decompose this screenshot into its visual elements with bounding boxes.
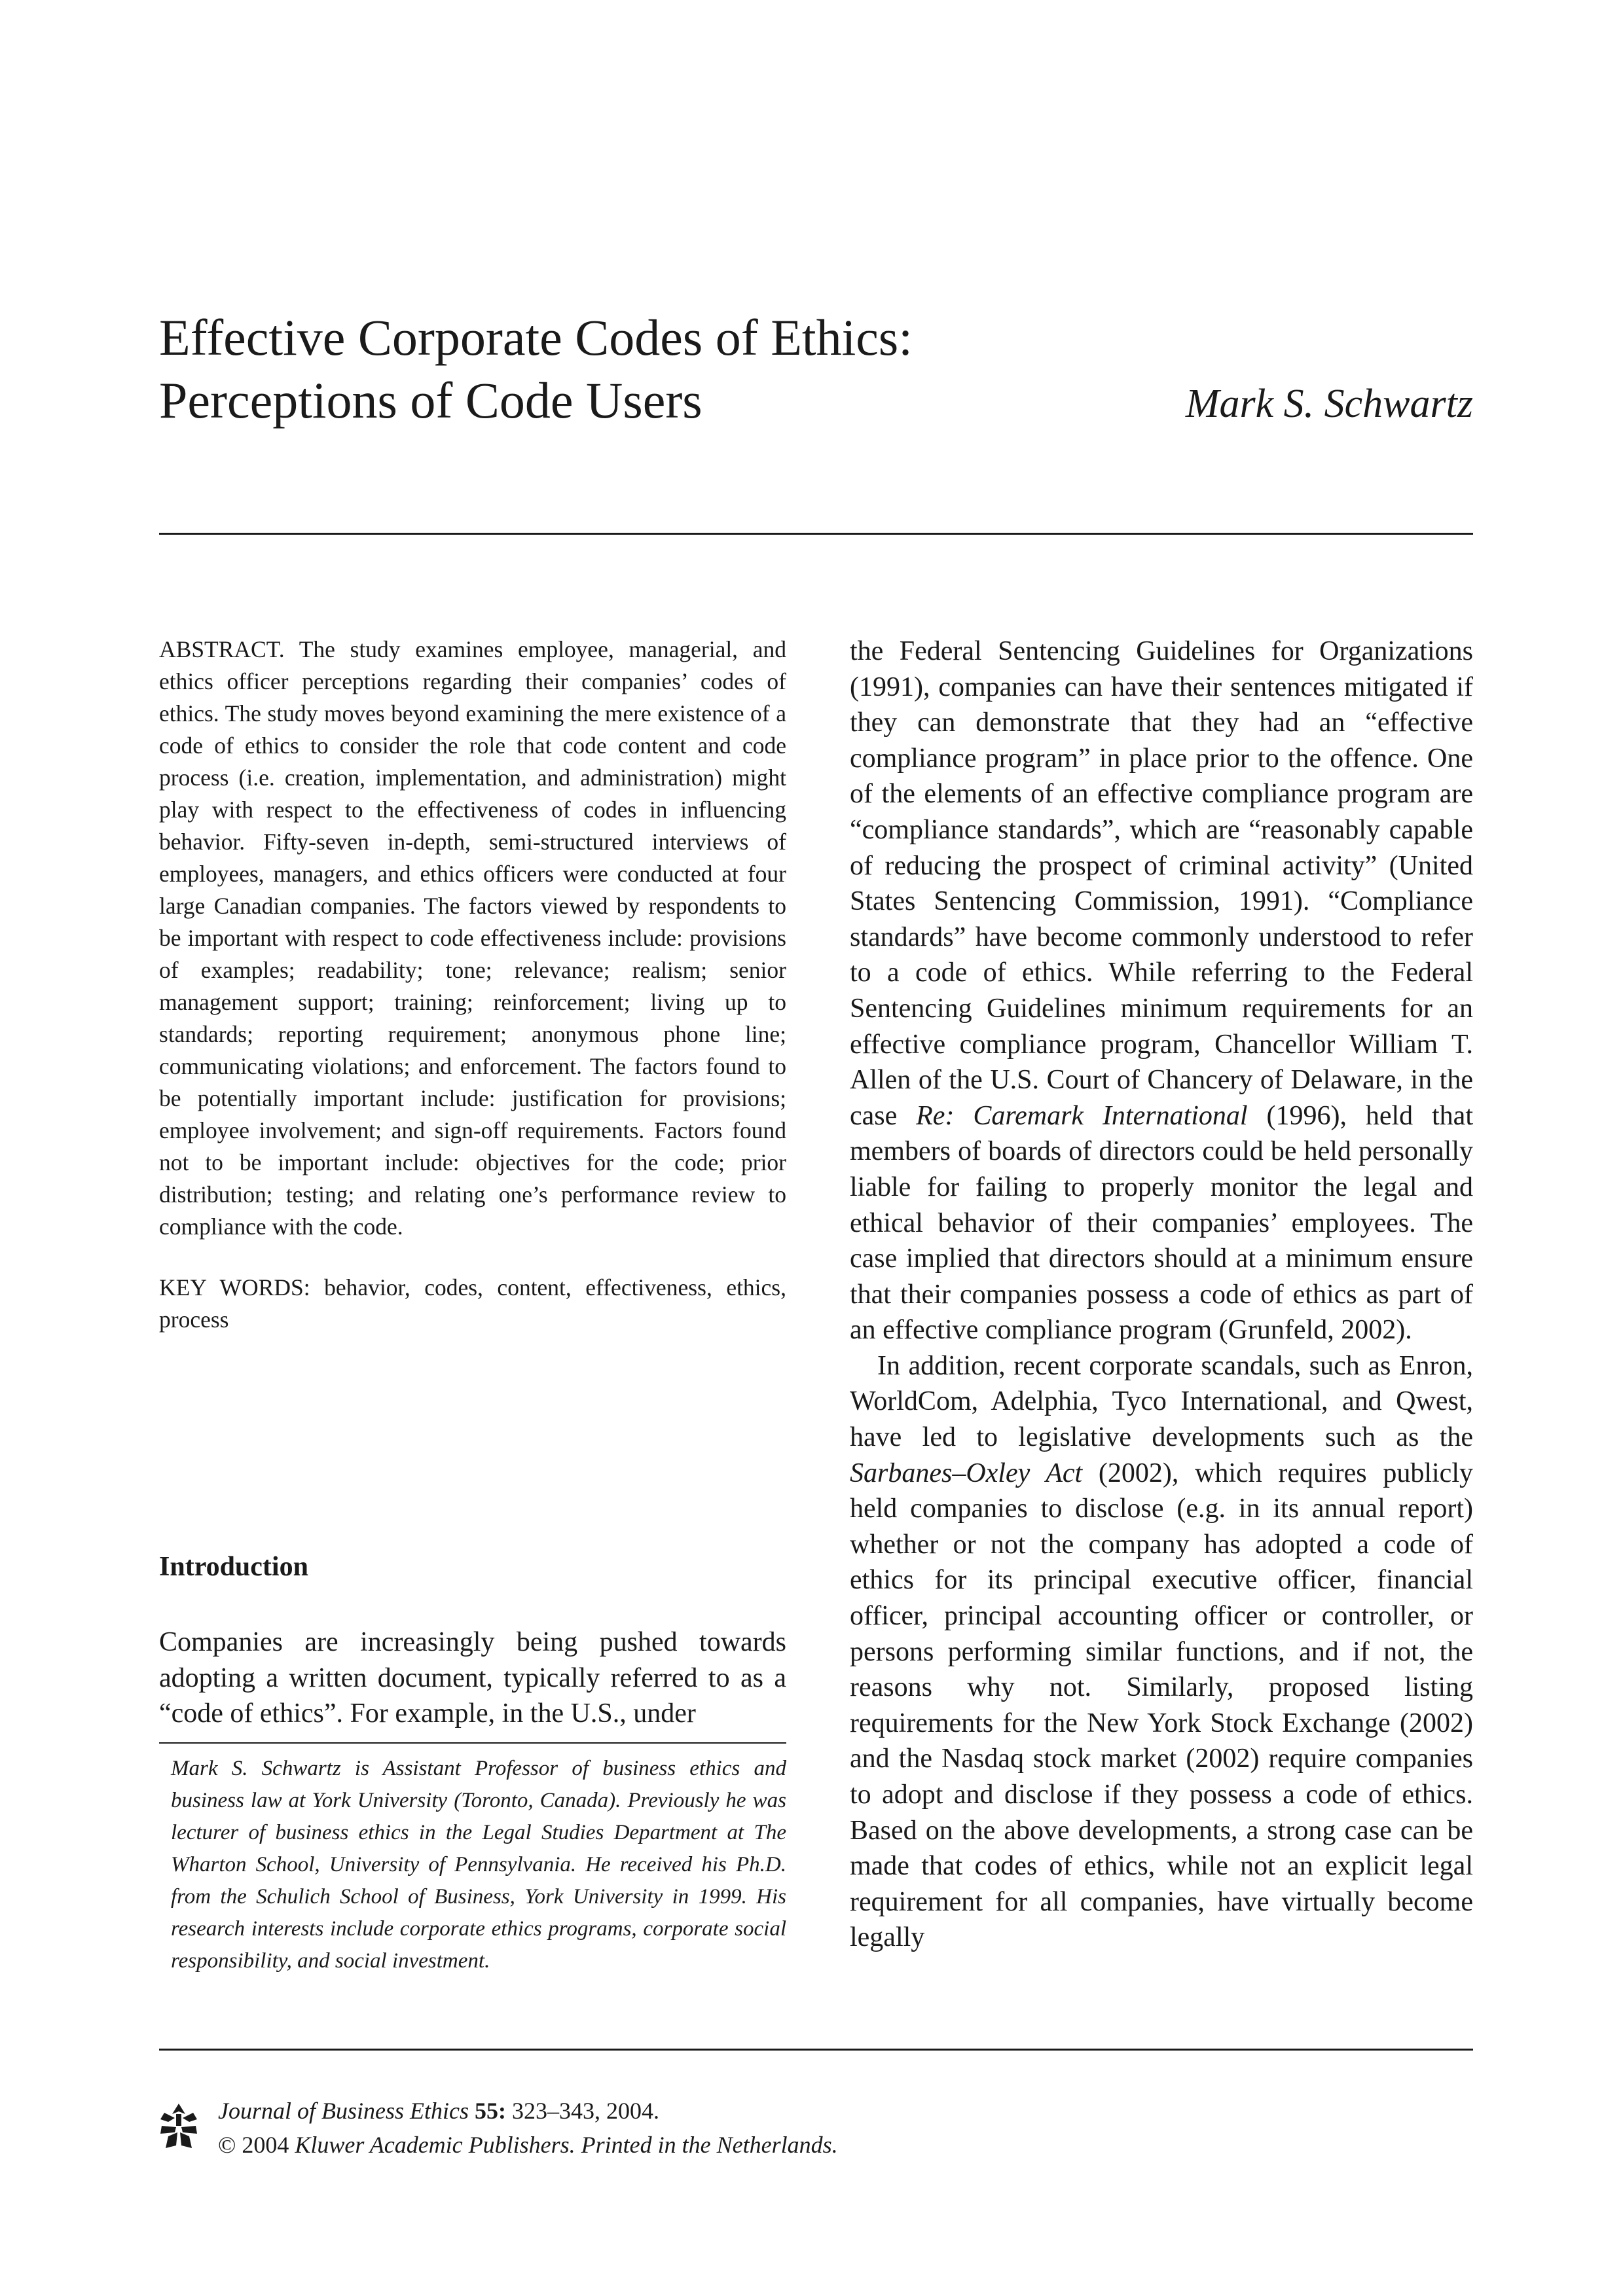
introduction-paragraph: Companies are increasingly being pushed towards adopting a written document, typically referred to as a “code of ethics”. For example, in the U.S., under: [159, 1627, 786, 1729]
abstract: [159, 634, 786, 1243]
author-footnote: Mark S. Schwartz is Assistant Professor of business ethics and business law at York University (Toronto, Canada). Previously he was lecturer of business ethics in the Legal Studies Department at The Wharton School, University of Pennsylvania. He received his Ph.D. from the Schulich School of Business, York University in 1999. His research interests include corporate ethics programs, corporate social responsibility, and social investment.: [171, 1757, 786, 1973]
article-title: [159, 306, 1010, 432]
header-rule: [159, 533, 1473, 535]
section-heading-introduction: Introduction: [159, 1552, 308, 1582]
left-column: [159, 634, 787, 1973]
publisher-logo-icon: [159, 2100, 198, 2152]
author-name: Mark S. Schwartz: [1185, 382, 1473, 426]
para2-text-a: In addition, recent corporate scandals, such as Enron, WorldCom, Adelphia, Tyco International, and Qwest, have led to legislative developments such as the: [850, 1350, 1473, 1453]
body-paragraph-1: [850, 634, 1473, 1348]
journal-footer: [159, 2094, 1076, 2173]
right-column: [850, 634, 1473, 1956]
journal-volume: 55:: [474, 2098, 506, 2124]
title-line-1: Effective Corporate Codes of Ethics:: [159, 309, 913, 366]
para1-text-b: (1996), held that members of boards of directors could be held personally liable for failing to properly monitor the legal and ethical behavior of their companies’ employees. The case implied that directors should at a minimum ensure that their companies possess a code of ethics as part of an effective compliance program (Grunfeld, 2002).: [850, 1100, 1473, 1346]
copyright: © 2004: [218, 2132, 289, 2158]
case-name: Re: Caremark International: [916, 1100, 1248, 1131]
journal-pages-year: 323–343, 2004.: [511, 2098, 659, 2124]
keywords: [159, 1272, 786, 1336]
keywords-label: KEY WORDS:: [159, 1274, 310, 1300]
footnote-rule: [159, 1742, 786, 1744]
act-name: Sarbanes–Oxley Act: [850, 1458, 1083, 1488]
abstract-text: The study examines employee, managerial, and ethics officer perceptions regarding their companies’ codes of ethics. The study moves beyond examining the mere existence of a code of ethics to consider the role that code content and code process (i.e. creation, implementation, and administration) might play with respect to the effectiveness of codes in influencing behavior. Fifty-seven in-depth, semi-structured interviews of employees, managers, and ethics officers were conducted at four large Canadian companies. The factors viewed by respondents to be important with respect to code effectiveness include: provisions of examples; readability; tone; relevance; realism; senior management support; training; reinforcement; living up to standards; reporting requirement; anonymous phone line; communicating violations; and enforcement. The factors found to be potentially important include: justification for provisions; employee involvement; and sign-off requirements. Factors found not to be important include: objectives for the code; prior distribution; testing; and relating one’s performance review to compliance with the code.: [159, 636, 787, 1240]
title-line-2: Perceptions of Code Users: [159, 372, 702, 429]
abstract-label: ABSTRACT.: [159, 636, 285, 662]
journal-citation: [218, 2094, 659, 2127]
publisher: Kluwer Academic Publishers.: [295, 2132, 575, 2158]
body-paragraph-2: [850, 1348, 1473, 1956]
para1-text-a: the Federal Sentencing Guidelines for Organizations (1991), companies can have their sentences mitigated if they can demonstrate that they had an “effective compliance program” in place prior to the offence. One of the elements of an effective compliance program are “compliance standards”, which are “reasonably capable of reducing the prospect of criminal activity” (United States Sentencing Commission, 1991). “Compliance standards” have become commonly understood to refer to a code of ethics. While referring to the Federal Sentencing Guidelines minimum requirements for an effective compliance program, Chancellor William T. Allen of the U.S. Court of Chancery of Delaware, in the case: [850, 636, 1473, 1131]
keywords-text: behavior, codes, content, effectiveness, ethics, process: [159, 1274, 786, 1333]
printed-in: Printed in the Netherlands.: [581, 2132, 838, 2158]
para2-text-b: (2002), which requires publicly held companies to disclose (e.g. in its annual report) whether or not the company has adopted a code of ethics for its principal executive officer, financial officer, principal accounting officer or controller, or persons performing similar functions, and if not, the reasons why not. Similarly, proposed listing requirements for the New York Stock Exchange (2002) and the Nasdaq stock market (2002) require companies to adopt and disclose if they possess a code of ethics. Based on the above developments, a strong case can be made that codes of ethics, while not an explicit legal requirement for all companies, have virtually become legally: [850, 1458, 1473, 1953]
copyright-line: [218, 2128, 838, 2161]
journal-name: Journal of Business Ethics: [218, 2098, 469, 2124]
footer-rule: [159, 2049, 1473, 2051]
